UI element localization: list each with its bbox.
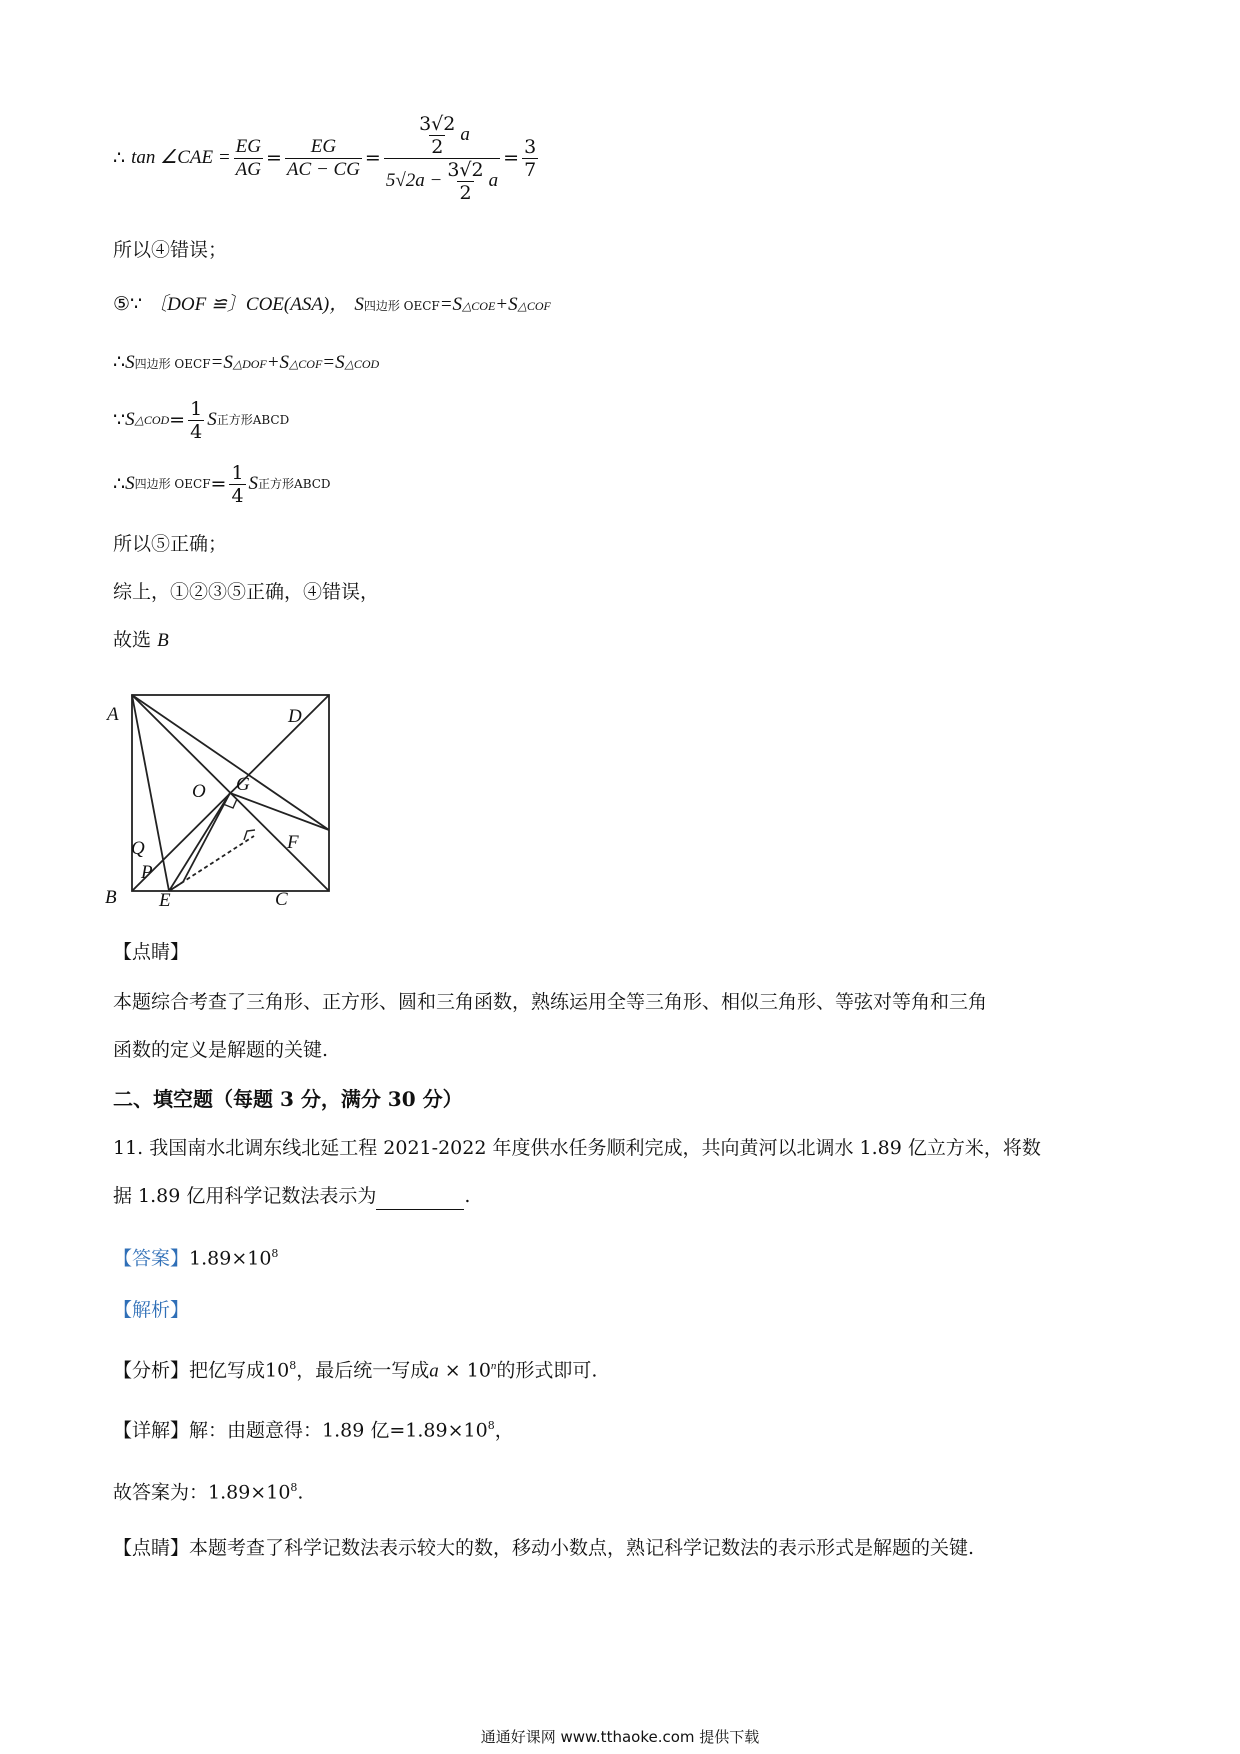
frac-denominator: AG [235,158,261,180]
fraction-eg-ag [234,136,263,181]
inner-fraction [417,113,457,158]
square-subscript: 正方形ABCD [258,477,331,491]
inner-num: 3√2 [447,158,484,181]
fenxi-line [113,1352,597,1385]
label-P: P [141,862,153,883]
summary-line: 综上，①②③⑤正确，④错误， [113,581,380,603]
complex-fraction [384,113,500,204]
label-F: F [287,832,299,853]
step5-prefix: ⑤∵ [113,293,143,315]
xiangjie-label: 【详解】 [113,1419,190,1442]
dof-subscript: △DOF [232,357,267,371]
xiangjie-exp: 8 [487,1419,495,1432]
inner-num: 3√2 [419,112,456,135]
label-C: C [275,889,288,910]
geometry-figure [105,670,365,910]
frac-denominator: 4 [231,484,244,507]
fenxi-power-exp: 8 [289,1359,297,1372]
dashed-eg [169,836,254,891]
label-G: G [236,774,250,795]
label-O: O [192,781,206,802]
because-symbol: ∵ [113,409,126,431]
s-symbol: S [354,294,364,315]
answer-blank [376,1189,464,1210]
step5-line [113,290,551,320]
frac-numerator: EG [235,135,261,157]
result-fraction [522,136,538,181]
choose-text: 故选 [113,629,152,651]
dianjing-text-1b: 函数的定义是解题的关键. [113,1039,329,1061]
cod-subscript: △COD [344,357,380,371]
area-sum-line [113,348,379,378]
final-answer-text: 故答案为：1.89×10 [113,1481,291,1504]
dianjing-label-2: 【点睛】 [113,1537,190,1559]
dianjing-label-1: 【点睛】 [113,941,190,963]
frac-numerator: EG [310,135,337,157]
page-footer: 通通好课网 www.tthaoke.com 提供下载 [480,1728,760,1746]
segment-oe [169,793,230,891]
frac-denominator: 4 [190,420,203,443]
eq-s: =S [439,294,463,315]
dianjing-text-1a: 本题综合考查了三角形、正方形、圆和三角函数，熟练运用全等三角形、相似三角形、等弦对等角和三角 [113,991,988,1013]
inner-fraction [445,159,485,204]
therefore-symbol: ∴ [113,473,126,495]
label-E: E [159,890,171,910]
result-den: 7 [524,158,537,181]
fenxi-power: 10 [265,1359,290,1382]
final-answer-period: . [297,1481,304,1504]
equals-sign: = [503,147,520,169]
final-answer-line [113,1474,303,1506]
fenxi-text-3: 的形式即可. [496,1359,598,1382]
complex-numerator [412,113,472,158]
plus-s: +S [495,294,518,315]
result-num: 3 [524,135,537,158]
equals-sign: = [169,409,186,431]
therefore-symbol: ∴ [113,147,126,169]
q11-text: 据 1.89 亿用科学记数法表示为 [113,1185,377,1207]
equals-sign: = [364,147,381,169]
inner-den: 2 [459,181,472,204]
jiexi-text: 【解析】 [113,1299,190,1321]
section-2-title: 二、填空题（每题 3 分，满分 30 分） [113,1087,463,1111]
inner-den: 2 [431,135,444,158]
s-symbol: S [125,473,135,494]
q11-line1: 11. 我国南水北调东线北延工程 2021-2022 年度供水任务顺利完成，共向黄河以北调水 1.89 亿立方米，将数 [113,1137,1041,1159]
fenxi-text-1: 把亿写成 [189,1359,266,1382]
frac-numerator: 1 [190,397,203,420]
cof-subscript: △COF [289,357,323,371]
choose-letter: B [157,630,169,651]
answer-value: 1.89×10 [189,1247,272,1270]
label-Q: Q [131,838,145,859]
cod-subscript: △COD [134,413,170,427]
plus-s: +S [266,352,290,373]
form-times: × 10 [438,1359,491,1382]
coe-subscript: △COE [462,299,496,313]
q11-period: . [464,1185,471,1207]
jiexi-label [113,1296,189,1324]
form-exp: n [490,1360,497,1372]
quad-subscript: 四边形 OECF [134,357,211,371]
segment-of [230,793,329,830]
congruence: 〔DOF ≌〕COE(ASA)， [148,294,349,315]
frac-numerator: 1 [231,461,244,484]
quad-quarter-line [113,456,331,512]
cod-quarter-line [113,392,289,448]
dianjing-text-2: 本题考查了科学记数法表示较大的数，移动小数点，熟记科学记数法的表示形式是解题的关键. [189,1537,975,1559]
var-a: a [488,170,499,191]
label-B: B [105,887,117,908]
quad-subscript: 四边形 OECF [134,477,211,491]
answer-exponent: 8 [271,1247,279,1260]
s-symbol: S [125,409,135,430]
dianjing-line-2 [113,1534,974,1562]
s-symbol: S [248,473,259,494]
answer-line [113,1240,278,1272]
equals-sign: = [266,147,282,169]
s-symbol: S [207,409,217,430]
den-left: 5√2a − [385,170,443,191]
right-angle-g [244,830,255,840]
label-A: A [107,704,119,725]
answer-label: 【答案】 [113,1247,190,1270]
xiangjie-text: 解：由题意得：1.89 亿=1.89×10 [189,1419,488,1442]
square-subscript: 正方形ABCD [216,413,290,427]
form-a: a [429,1360,439,1382]
quad-subscript: 四边形 OECF [363,299,440,313]
eq-s: =S [210,352,233,373]
eq-s: =S [322,352,345,373]
quarter-fraction [229,462,245,507]
equals-sign: = [210,473,227,495]
q11-line2 [113,1182,470,1210]
wrong-4-line: 所以④错误； [113,239,228,261]
fenxi-label: 【分析】 [113,1359,190,1382]
complex-denominator [384,158,500,204]
label-D: D [288,706,302,727]
xiangjie-comma: ， [494,1419,514,1442]
choose-line [113,626,169,655]
final-answer-exp: 8 [290,1481,298,1494]
xiangjie-line [113,1412,514,1444]
cof-subscript: △COF [517,299,551,313]
var-a: a [460,124,470,145]
segment-op [183,793,230,882]
frac-denominator: AC − CG [286,158,360,180]
fraction-eg-ac-cg [285,136,362,181]
tan-prefix: tan ∠CAE = [131,147,231,168]
correct-5-line: 所以⑤正确； [113,533,228,555]
therefore-symbol: ∴ [113,351,126,373]
quarter-fraction [188,398,204,443]
fenxi-text-2: ，最后统一写成 [296,1359,430,1382]
s-symbol: S [125,352,135,373]
tan-formula [113,98,541,218]
